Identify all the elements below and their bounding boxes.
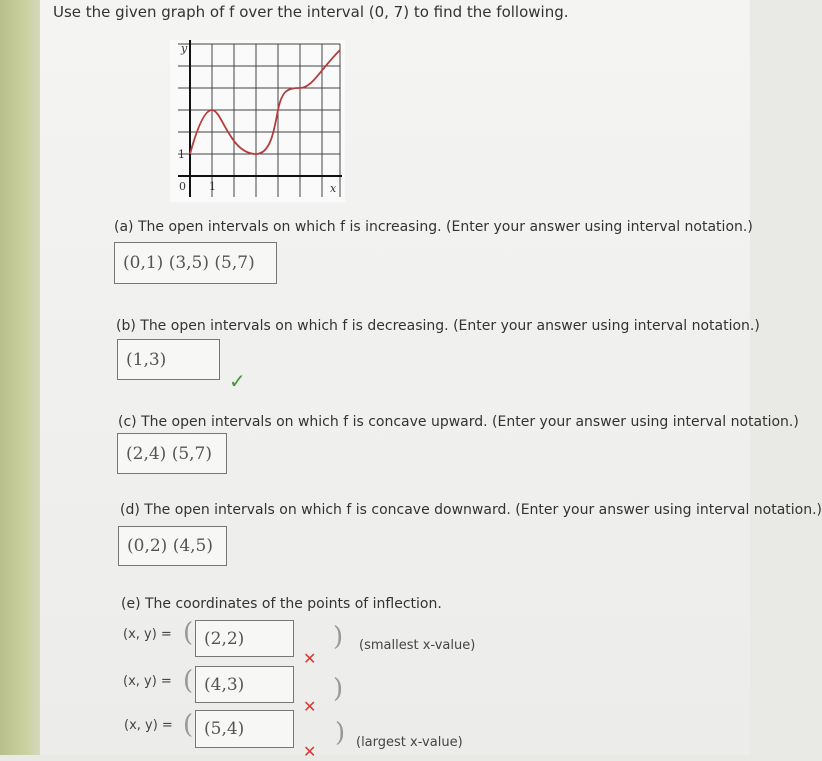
question-d-text: (d) The open intervals on which f is concave downward. (Enter your answer using interval notation.) bbox=[120, 502, 822, 518]
question-a-text: (a) The open intervals on which f is increasing. (Enter your answer using interval notation.) bbox=[114, 219, 753, 235]
point-1-close-paren: ) bbox=[333, 622, 344, 652]
origin-tick-label: 0 bbox=[179, 180, 186, 193]
point-3-open-paren: ( bbox=[183, 710, 194, 740]
answer-d-input[interactable]: (0,2) (4,5) bbox=[118, 526, 227, 566]
point-2-input[interactable]: (4,3) bbox=[195, 666, 294, 703]
graph-background bbox=[170, 40, 345, 202]
point-1-open-paren: ( bbox=[183, 618, 194, 648]
question-b-text: (b) The open intervals on which f is decreasing. (Enter your answer using interval notation.) bbox=[116, 318, 760, 334]
answer-a-input[interactable]: (0,1) (3,5) (5,7) bbox=[114, 242, 277, 284]
question-c-text: (c) The open intervals on which f is concave upward. (Enter your answer using interval notation.) bbox=[118, 414, 799, 430]
point-2-xy-label: (x, y) = bbox=[123, 674, 172, 689]
point-2-close-paren: ) bbox=[333, 674, 344, 704]
incorrect-x-icon: ✕ bbox=[303, 742, 317, 761]
y-tick-label: 1 bbox=[178, 148, 185, 161]
smallest-x-note: (smallest x-value) bbox=[359, 638, 476, 653]
x-tick-label: 1 bbox=[209, 180, 216, 193]
largest-x-note: (largest x-value) bbox=[356, 735, 463, 750]
y-axis-label: y bbox=[181, 42, 188, 55]
function-graph bbox=[170, 40, 345, 202]
point-2-open-paren: ( bbox=[183, 666, 194, 696]
point-3-close-paren: ) bbox=[335, 718, 346, 748]
point-3-xy-label: (x, y) = bbox=[124, 718, 173, 733]
incorrect-x-icon: ✕ bbox=[303, 697, 317, 716]
correct-check-icon: ✓ bbox=[229, 369, 246, 393]
point-1-xy-label: (x, y) = bbox=[123, 627, 172, 642]
x-axis-label: x bbox=[330, 182, 337, 195]
point-3-input[interactable]: (5,4) bbox=[195, 710, 294, 748]
left-sidebar-strip bbox=[0, 0, 40, 755]
incorrect-x-icon: ✕ bbox=[303, 649, 317, 668]
question-e-text: (e) The coordinates of the points of inflection. bbox=[121, 596, 442, 612]
point-1-input[interactable]: (2,2) bbox=[195, 620, 294, 657]
instructions-text: Use the given graph of f over the interval (0, 7) to find the following. bbox=[53, 3, 569, 21]
answer-c-input[interactable]: (2,4) (5,7) bbox=[117, 433, 227, 474]
answer-b-input[interactable]: (1,3) bbox=[117, 339, 220, 380]
